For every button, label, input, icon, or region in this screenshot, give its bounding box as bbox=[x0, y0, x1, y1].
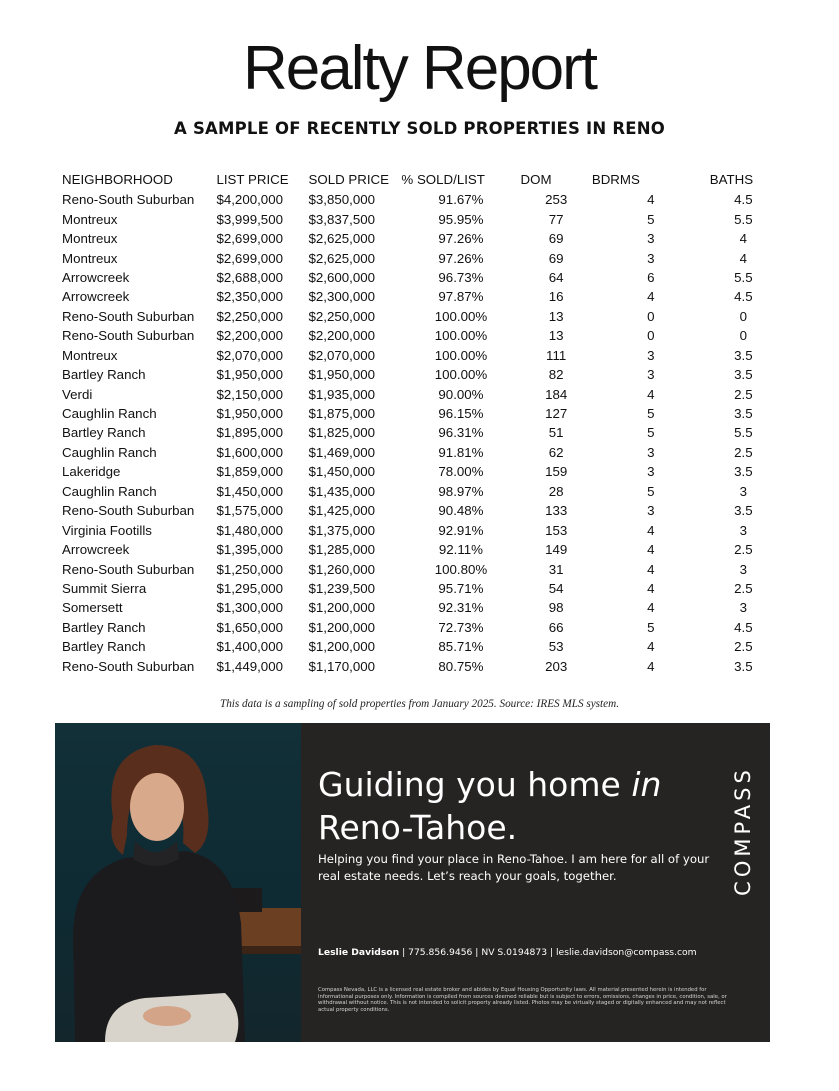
cell-baths: 2.5 bbox=[734, 444, 753, 460]
agent-portrait-icon bbox=[55, 723, 301, 1042]
cell-percent-sold-list: 92.11% bbox=[438, 542, 484, 558]
cell-dom: 69 bbox=[548, 231, 564, 247]
cell-sold-price: $1,450,000 bbox=[308, 464, 376, 480]
table-row bbox=[57, 346, 777, 365]
cell-neighborhood: Montreux bbox=[62, 347, 118, 363]
cell-list-price: $1,950,000 bbox=[216, 406, 283, 422]
header-list-price: LIST PRICE bbox=[216, 171, 289, 187]
cell-baths: 3 bbox=[739, 483, 748, 499]
cell-dom: 111 bbox=[546, 347, 567, 363]
report-title: Realty Report bbox=[242, 34, 597, 103]
cell-dom: 54 bbox=[548, 580, 564, 596]
cell-sold-price: $1,200,000 bbox=[308, 619, 376, 635]
cell-list-price: $2,688,000 bbox=[216, 269, 283, 285]
cell-bedrooms: 4 bbox=[647, 639, 655, 655]
table-row bbox=[57, 637, 777, 656]
compass-logo bbox=[723, 751, 763, 911]
cell-neighborhood: Arrowcreek bbox=[62, 542, 130, 558]
cell-baths: 3.5 bbox=[734, 503, 753, 519]
cell-percent-sold-list: 100.00% bbox=[434, 328, 488, 344]
cell-percent-sold-list: 92.91% bbox=[438, 522, 484, 538]
cell-neighborhood: Verdi bbox=[62, 386, 93, 402]
cell-sold-price: $2,625,000 bbox=[308, 231, 376, 247]
cell-list-price: $2,350,000 bbox=[216, 289, 283, 305]
cell-percent-sold-list: 96.31% bbox=[438, 425, 484, 441]
cell-percent-sold-list: 100.00% bbox=[434, 347, 488, 363]
cell-neighborhood: Arrowcreek bbox=[62, 269, 130, 285]
table-row bbox=[57, 287, 777, 306]
agent-name: Leslie Davidson bbox=[318, 947, 400, 958]
cell-dom: 77 bbox=[548, 211, 564, 227]
table-row bbox=[57, 501, 777, 520]
headline-line-2: Reno-Tahoe. bbox=[318, 808, 518, 847]
cell-bedrooms: 3 bbox=[647, 367, 655, 383]
cell-baths: 4 bbox=[739, 250, 748, 266]
table-row bbox=[57, 462, 777, 481]
cell-bedrooms: 5 bbox=[647, 619, 655, 635]
cell-sold-price: $1,425,000 bbox=[308, 503, 376, 519]
cell-sold-price: $1,170,000 bbox=[308, 658, 376, 674]
cell-sold-price: $1,935,000 bbox=[308, 386, 376, 402]
cell-list-price: $1,449,000 bbox=[216, 658, 283, 674]
table-row bbox=[57, 579, 777, 598]
cell-percent-sold-list: 97.26% bbox=[438, 250, 484, 266]
cell-baths: 3 bbox=[739, 561, 748, 577]
table-row bbox=[57, 443, 777, 462]
cell-sold-price: $1,469,000 bbox=[308, 444, 376, 460]
cell-sold-price: $2,200,000 bbox=[308, 328, 376, 344]
cell-bedrooms: 3 bbox=[647, 347, 655, 363]
cell-sold-price: $1,825,000 bbox=[308, 425, 376, 441]
cell-baths: 3.5 bbox=[734, 658, 753, 674]
cell-neighborhood: Bartley Ranch bbox=[62, 425, 146, 441]
cell-bedrooms: 5 bbox=[647, 483, 655, 499]
cell-baths: 0 bbox=[739, 328, 748, 344]
cell-baths: 3.5 bbox=[734, 347, 753, 363]
header-neighborhood: NEIGHBORHOOD bbox=[62, 171, 173, 187]
cell-bedrooms: 4 bbox=[647, 522, 655, 538]
cell-sold-price: $1,200,000 bbox=[308, 600, 376, 616]
cell-baths: 2.5 bbox=[734, 542, 753, 558]
cell-list-price: $1,295,000 bbox=[216, 580, 283, 596]
cell-percent-sold-list: 90.00% bbox=[438, 386, 484, 402]
table-row bbox=[57, 657, 777, 676]
header-bedrooms: BDRMS bbox=[591, 171, 640, 187]
cell-baths: 3.5 bbox=[734, 367, 753, 383]
cell-dom: 13 bbox=[548, 308, 564, 324]
cell-percent-sold-list: 72.73% bbox=[438, 619, 484, 635]
source-note: This data is a sampling of sold properties from January 2025. Source: IRES MLS system. bbox=[219, 698, 619, 710]
header-dom: DOM bbox=[520, 171, 552, 187]
cell-percent-sold-list: 96.73% bbox=[438, 269, 484, 285]
cell-baths: 0 bbox=[739, 308, 748, 324]
report-subtitle: A SAMPLE OF RECENTLY SOLD PROPERTIES IN RENO bbox=[174, 119, 665, 138]
cell-dom: 203 bbox=[545, 658, 568, 674]
cell-bedrooms: 3 bbox=[647, 250, 655, 266]
cell-list-price: $1,400,000 bbox=[216, 639, 283, 655]
cell-neighborhood: Montreux bbox=[62, 211, 118, 227]
header-sold-price: SOLD PRICE bbox=[308, 171, 390, 187]
cell-list-price: $2,070,000 bbox=[216, 347, 283, 363]
cell-neighborhood: Bartley Ranch bbox=[62, 639, 146, 655]
cell-baths: 4.5 bbox=[734, 619, 753, 635]
cell-dom: 184 bbox=[545, 386, 568, 402]
cell-dom: 127 bbox=[545, 406, 568, 422]
cell-neighborhood: Reno-South Suburban bbox=[62, 308, 195, 324]
cell-bedrooms: 4 bbox=[647, 542, 655, 558]
cell-list-price: $1,250,000 bbox=[216, 561, 283, 577]
cell-percent-sold-list: 90.48% bbox=[438, 503, 484, 519]
table-row bbox=[57, 229, 777, 248]
cell-dom: 16 bbox=[548, 289, 564, 305]
table-row bbox=[57, 248, 777, 267]
cell-percent-sold-list: 92.31% bbox=[438, 600, 484, 616]
cell-baths: 2.5 bbox=[734, 386, 753, 402]
header-percent-sold-list: % SOLD/LIST bbox=[401, 171, 485, 187]
cell-percent-sold-list: 91.67% bbox=[438, 192, 484, 208]
cell-dom: 64 bbox=[548, 269, 564, 285]
table-row bbox=[57, 209, 777, 228]
cell-list-price: $2,150,000 bbox=[216, 386, 283, 402]
cell-list-price: $1,480,000 bbox=[216, 522, 283, 538]
ad-tagline: Helping you find your place in Reno-Tahoe. I am here for all of your real estate needs. Let’s reach your goals, together. bbox=[318, 852, 710, 883]
cell-bedrooms: 5 bbox=[647, 406, 655, 422]
sold-properties-table bbox=[57, 168, 777, 676]
headline-line-1 bbox=[318, 763, 661, 806]
table-row bbox=[57, 559, 777, 578]
headline-emphasis: in bbox=[631, 765, 662, 804]
cell-list-price: $4,200,000 bbox=[216, 192, 283, 208]
cell-list-price: $2,200,000 bbox=[216, 328, 283, 344]
cell-neighborhood: Reno-South Suburban bbox=[62, 561, 195, 577]
agent-details: | 775.856.9456 | NV S.0194873 | leslie.davidson@compass.com bbox=[399, 947, 697, 958]
table-row bbox=[57, 520, 777, 539]
face bbox=[130, 773, 184, 841]
cell-sold-price: $2,625,000 bbox=[308, 250, 376, 266]
cell-bedrooms: 5 bbox=[647, 211, 655, 227]
cell-neighborhood: Reno-South Suburban bbox=[62, 328, 195, 344]
cell-baths: 4.5 bbox=[734, 289, 753, 305]
cell-dom: 82 bbox=[548, 367, 564, 383]
cell-list-price: $1,895,000 bbox=[216, 425, 283, 441]
cell-baths: 4 bbox=[739, 231, 748, 247]
cell-neighborhood: Lakeridge bbox=[62, 464, 121, 480]
cell-percent-sold-list: 100.00% bbox=[434, 367, 488, 383]
table-row bbox=[57, 482, 777, 501]
cell-dom: 51 bbox=[548, 425, 564, 441]
cell-dom: 31 bbox=[548, 561, 564, 577]
cell-sold-price: $2,600,000 bbox=[308, 269, 376, 285]
cell-neighborhood: Summit Sierra bbox=[62, 580, 147, 596]
cell-baths: 5.5 bbox=[734, 425, 753, 441]
table-row bbox=[57, 618, 777, 637]
cell-list-price: $1,575,000 bbox=[216, 503, 283, 519]
cell-bedrooms: 4 bbox=[647, 561, 655, 577]
cell-sold-price: $1,875,000 bbox=[308, 406, 376, 422]
cell-neighborhood: Somersett bbox=[62, 600, 123, 616]
cell-neighborhood: Reno-South Suburban bbox=[62, 503, 195, 519]
cell-baths: 3 bbox=[739, 600, 748, 616]
cell-dom: 28 bbox=[548, 483, 564, 499]
cell-bedrooms: 4 bbox=[647, 580, 655, 596]
cell-dom: 133 bbox=[545, 503, 568, 519]
table-row bbox=[57, 384, 777, 403]
collar bbox=[133, 841, 179, 866]
cell-sold-price: $1,435,000 bbox=[308, 483, 376, 499]
agent-contact bbox=[318, 947, 697, 958]
cell-neighborhood: Caughlin Ranch bbox=[62, 483, 157, 499]
table-row bbox=[57, 598, 777, 617]
cell-bedrooms: 6 bbox=[647, 269, 655, 285]
cell-baths: 2.5 bbox=[734, 639, 753, 655]
cell-bedrooms: 4 bbox=[647, 192, 655, 208]
cell-bedrooms: 3 bbox=[647, 503, 655, 519]
agent-ad-banner bbox=[55, 723, 770, 1042]
cell-baths: 3.5 bbox=[734, 406, 753, 422]
cell-neighborhood: Virginia Footills bbox=[62, 522, 152, 538]
cell-percent-sold-list: 80.75% bbox=[438, 658, 484, 674]
cell-sold-price: $3,850,000 bbox=[308, 192, 376, 208]
cell-neighborhood: Arrowcreek bbox=[62, 289, 130, 305]
table-row bbox=[57, 326, 777, 345]
hands bbox=[143, 1006, 191, 1026]
cell-percent-sold-list: 98.97% bbox=[438, 483, 484, 499]
cell-baths: 3 bbox=[739, 522, 748, 538]
cell-percent-sold-list: 78.00% bbox=[438, 464, 484, 480]
cell-bedrooms: 4 bbox=[647, 289, 655, 305]
table-row bbox=[57, 404, 777, 423]
cell-neighborhood: Montreux bbox=[62, 231, 118, 247]
cell-sold-price: $3,837,500 bbox=[308, 211, 376, 227]
table-row bbox=[57, 190, 777, 209]
cell-list-price: $1,859,000 bbox=[216, 464, 283, 480]
cell-bedrooms: 4 bbox=[647, 600, 655, 616]
cell-bedrooms: 0 bbox=[647, 308, 655, 324]
cell-percent-sold-list: 91.81% bbox=[438, 444, 484, 460]
cell-percent-sold-list: 85.71% bbox=[438, 639, 484, 655]
cell-list-price: $2,250,000 bbox=[216, 308, 283, 324]
cell-dom: 53 bbox=[548, 639, 564, 655]
cell-dom: 153 bbox=[545, 522, 568, 538]
cell-list-price: $3,999,500 bbox=[216, 211, 283, 227]
table-row bbox=[57, 307, 777, 326]
cell-neighborhood: Caughlin Ranch bbox=[62, 406, 157, 422]
cell-dom: 149 bbox=[545, 542, 568, 558]
cell-baths: 5.5 bbox=[734, 269, 753, 285]
cell-percent-sold-list: 100.80% bbox=[434, 561, 488, 577]
cell-baths: 3.5 bbox=[734, 464, 753, 480]
cell-dom: 66 bbox=[548, 619, 564, 635]
legal-disclaimer: Compass Nevada, LLC is a licensed real estate broker and abides by Equal Housing Opportunity laws. All material presented herein is intended for informational purposes only. Information is compiled from sources deemed reliable but is subject to errors, omissions, changes in price, condition, sale, or withdrawal without notice. This is not intended to solicit property already listed. Photos may be virtually staged or digitally enhanced and may not reflect actual property conditions. bbox=[318, 987, 727, 1013]
cell-bedrooms: 3 bbox=[647, 464, 655, 480]
cell-dom: 62 bbox=[548, 444, 564, 460]
cell-sold-price: $1,950,000 bbox=[308, 367, 376, 383]
cell-bedrooms: 3 bbox=[647, 444, 655, 460]
cell-sold-price: $1,285,000 bbox=[308, 542, 376, 558]
cell-sold-price: $2,070,000 bbox=[308, 347, 376, 363]
table-row bbox=[57, 540, 777, 559]
cell-percent-sold-list: 96.15% bbox=[438, 406, 484, 422]
ad-headline bbox=[318, 763, 661, 849]
cell-percent-sold-list: 100.00% bbox=[434, 308, 488, 324]
cell-neighborhood: Caughlin Ranch bbox=[62, 444, 157, 460]
cell-neighborhood: Bartley Ranch bbox=[62, 367, 146, 383]
cell-percent-sold-list: 95.71% bbox=[438, 580, 484, 596]
cell-neighborhood: Montreux bbox=[62, 250, 118, 266]
cell-baths: 4.5 bbox=[734, 192, 753, 208]
table-row bbox=[57, 423, 777, 442]
cell-dom: 253 bbox=[545, 192, 568, 208]
header-baths: BATHS bbox=[709, 171, 754, 187]
cell-sold-price: $1,200,000 bbox=[308, 639, 376, 655]
cell-list-price: $1,450,000 bbox=[216, 483, 283, 499]
cell-sold-price: $1,375,000 bbox=[308, 522, 376, 538]
cell-baths: 2.5 bbox=[734, 580, 753, 596]
cell-sold-price: $2,300,000 bbox=[308, 289, 376, 305]
cell-sold-price: $1,239,500 bbox=[308, 580, 376, 596]
cell-dom: 13 bbox=[548, 328, 564, 344]
cell-bedrooms: 4 bbox=[647, 386, 655, 402]
cell-list-price: $1,300,000 bbox=[216, 600, 283, 616]
table-row bbox=[57, 268, 777, 287]
cell-percent-sold-list: 95.95% bbox=[438, 211, 484, 227]
headline-text: Guiding you home bbox=[318, 765, 621, 804]
cell-list-price: $2,699,000 bbox=[216, 250, 283, 266]
cell-list-price: $1,600,000 bbox=[216, 444, 283, 460]
table-body bbox=[57, 190, 777, 676]
cell-neighborhood: Reno-South Suburban bbox=[62, 658, 195, 674]
cell-dom: 69 bbox=[548, 250, 564, 266]
cell-bedrooms: 3 bbox=[647, 231, 655, 247]
compass-wordmark: COMPASS bbox=[731, 766, 755, 896]
cell-list-price: $1,395,000 bbox=[216, 542, 283, 558]
cell-percent-sold-list: 97.26% bbox=[438, 231, 484, 247]
cell-dom: 98 bbox=[548, 600, 564, 616]
cell-bedrooms: 4 bbox=[647, 658, 655, 674]
cell-baths: 5.5 bbox=[734, 211, 753, 227]
table-row bbox=[57, 365, 777, 384]
cell-list-price: $1,950,000 bbox=[216, 367, 283, 383]
cell-percent-sold-list: 97.87% bbox=[438, 289, 484, 305]
cell-sold-price: $1,260,000 bbox=[308, 561, 376, 577]
portrait-illustration bbox=[55, 723, 301, 1042]
table-header-row bbox=[57, 168, 777, 190]
cell-neighborhood: Reno-South Suburban bbox=[62, 192, 195, 208]
cell-list-price: $2,699,000 bbox=[216, 231, 283, 247]
cell-sold-price: $2,250,000 bbox=[308, 308, 376, 324]
cell-neighborhood: Bartley Ranch bbox=[62, 619, 146, 635]
cell-bedrooms: 0 bbox=[647, 328, 655, 344]
cell-dom: 159 bbox=[545, 464, 568, 480]
cell-list-price: $1,650,000 bbox=[216, 619, 283, 635]
cell-bedrooms: 5 bbox=[647, 425, 655, 441]
